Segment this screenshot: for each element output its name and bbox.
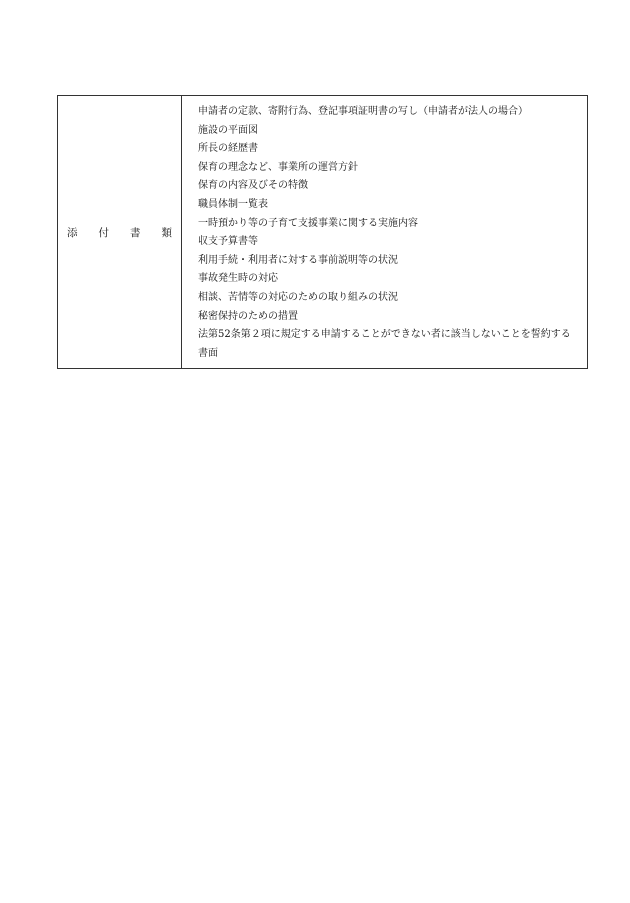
list-item: 書面 [198, 347, 218, 359]
list-item: 事故発生時の対応 [198, 273, 278, 285]
attachments-list [182, 96, 587, 368]
list-item: 所長の経歴書 [198, 143, 258, 155]
list-item: 職員体制一覧表 [198, 198, 268, 210]
list-item: 保育の内容及びその特徴 [198, 180, 308, 192]
list-item: 保育の理念など、事業所の運営方針 [198, 161, 358, 173]
attachments-table [57, 95, 588, 369]
list-item: 申請者の定款、寄附行為、登記事項証明書の写し（申請者が法人の場合） [198, 106, 528, 117]
list-item: 相談、苦情等の対応のための取り組みの状況 [198, 291, 398, 303]
list-item: 施設の平面図 [198, 124, 258, 136]
list-item: 収支予算書等 [198, 236, 258, 248]
list-item: 利用手続・利用者に対する事前説明等の状況 [198, 254, 398, 266]
list-item: 一時預かり等の子育て支援事業に関する実施内容 [198, 217, 418, 229]
list-item: 秘密保持のための措置 [198, 310, 298, 322]
attachments-label: 添付書類 [67, 226, 193, 239]
label-cell [58, 96, 193, 368]
list-item: 法第52条第２項に規定する申請することができない者に該当しないことを誓約する [198, 329, 571, 341]
